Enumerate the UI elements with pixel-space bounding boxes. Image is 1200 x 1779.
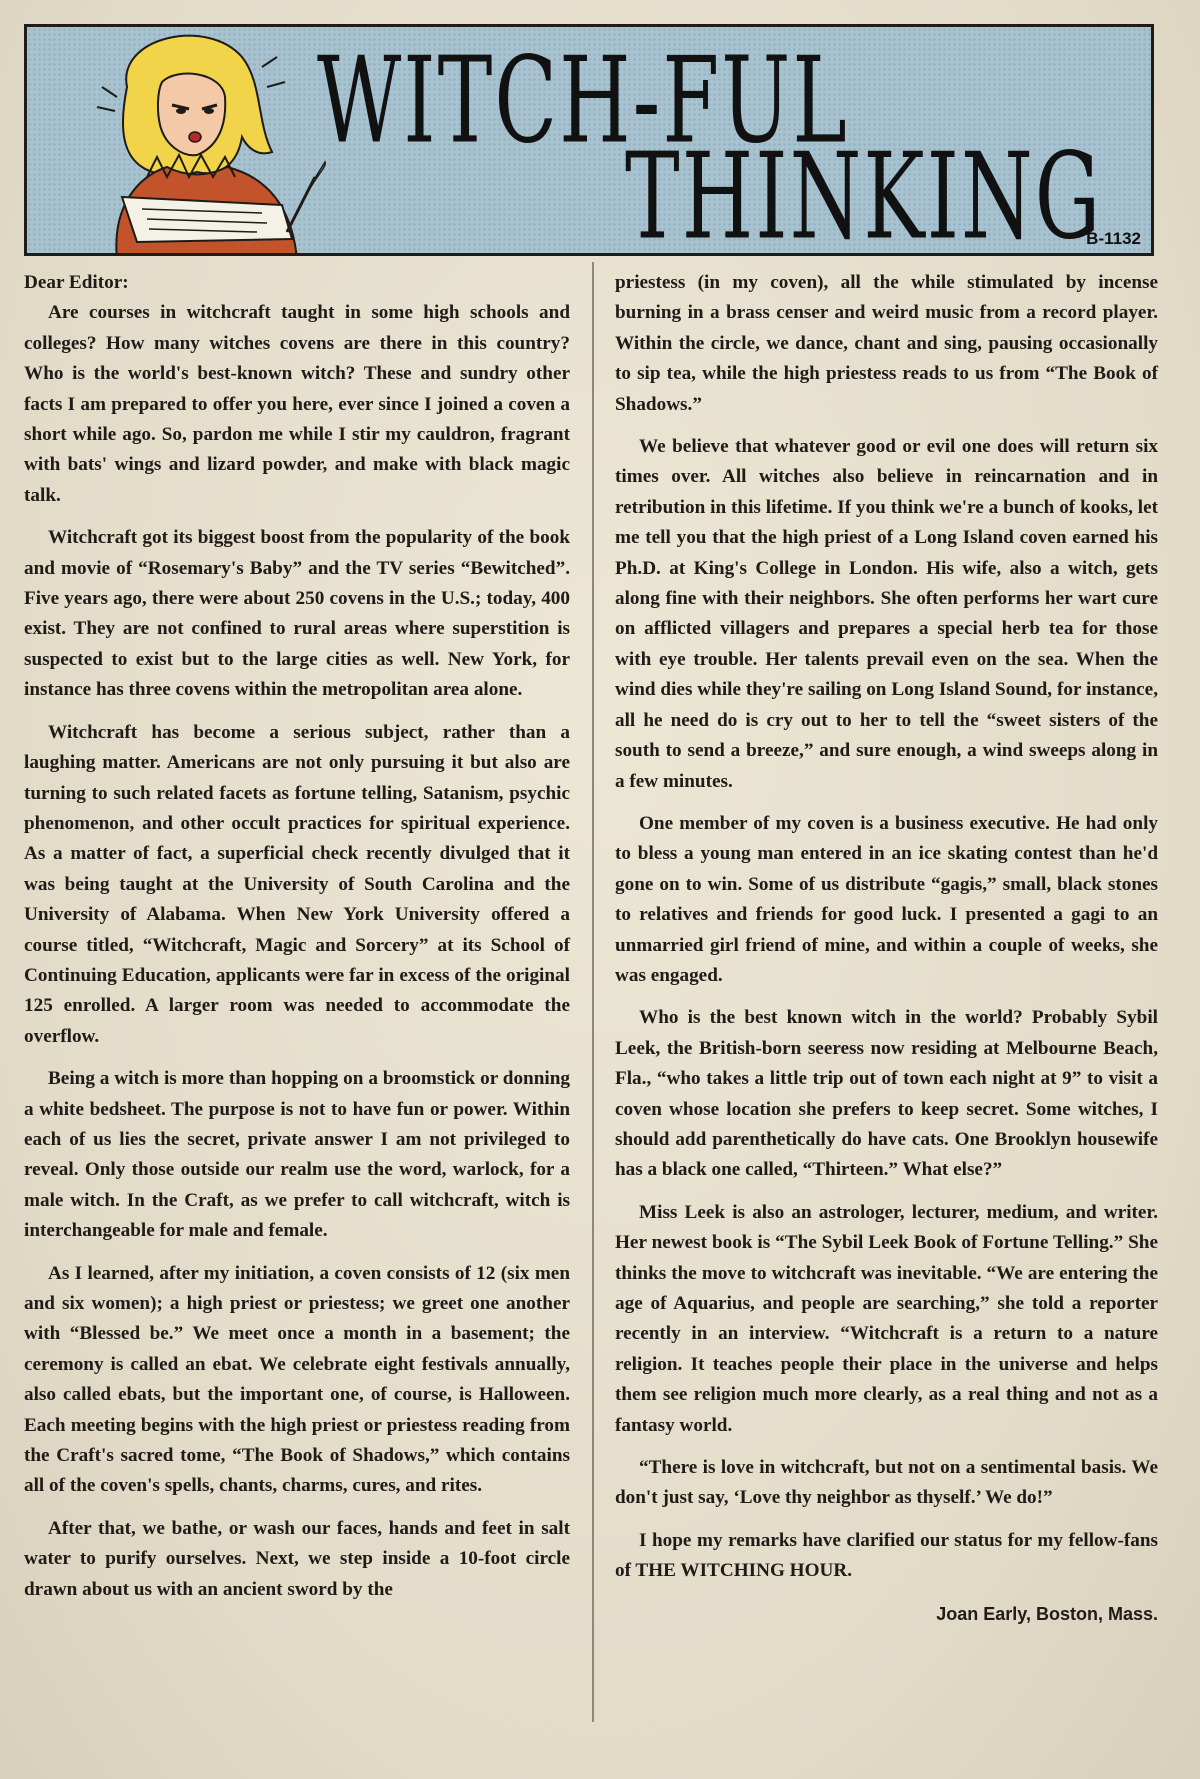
paragraph: Witchcraft got its biggest boost from the popularity of the book and movie of “Rosemary's Baby” and the TV series “Bewitched”. Five years ago, there were about 250 covens in the U.S.; today, 400 exist. They are not confined to rural areas where superstition is suspected to exist but to the large cities as well. New York, for instance has three covens within the metropolitan area alone. (24, 527, 570, 701)
signature: Joan Early, Boston, Mass. (936, 1603, 1158, 1624)
paragraph: Being a witch is more than hopping on a broomstick or donning a white bedsheet. The purpose is not to have fun or power. Within each of us lies the secret, private answer I am not privileged to reveal. Only those outside our realm use the word, warlock, for a male witch. In the Craft, as we prefer to call witchcraft, witch is interchangeable for male and female. (24, 1068, 570, 1242)
title-line-1: WITCH-FUL (317, 32, 849, 171)
salutation: Dear Editor: (24, 272, 129, 293)
paragraph-continuation: priestess (in my coven), all the while stimulated by incense burning in a brass censer and weird music from a record player. Within the circle, we dance, chant and sing, pausing occasionally to sip tea, while the high priestess reads to us from “The Book of Shadows.” (615, 272, 1158, 415)
column-divider (592, 262, 594, 1722)
paragraph: I hope my remarks have clarified our status for my fellow-fans of THE WITCHING HOUR. (615, 1529, 1158, 1582)
paragraph: One member of my coven is a business executive. He had only to bless a young man entered in an ice skating contest than he'd gone on to win. Some of us distribute “gagis,” small, black stones to relatives and friends for good luck. I presented a gagi to an unmarried girl friend of mine, and within a couple of weeks, she was engaged. (615, 812, 1158, 986)
page-code: B-1132 (1086, 229, 1141, 248)
paragraph: “There is love in witchcraft, but not on a sentimental basis. We don't just say, ‘Love thy neighbor as thyself.’ We do!” (615, 1457, 1158, 1509)
paragraph: Miss Leek is also an astrologer, lecturer, medium, and writer. Her newest book is “The Sybil Leek Book of Fortune Telling.” She thinks the move to witchcraft was inevitable. “We are entering the age of Aquarius, and people are searching,” she told a reporter recently in an interview. “Witchcraft is a return to a nature religion. It teaches people their place in the universe and helps them see religion much more clearly, as a real thing and not as a fantasy world. (615, 1201, 1158, 1436)
paragraph: Witchcraft has become a serious subject, rather than a laughing matter. Americans are not only pursuing it but also are turning to such related facets as fortune telling, Satanism, psychic phenomenon, and other occult practices for spiritual experience. As a matter of fact, a superficial check recently divulged that it was being taught at the University of South Carolina and the University of Alabama. When New York University offered a course titled, “Witchcraft, Magic and Sorcery” at its School of Continuing Education, applicants were far in excess of the original 125 enrolled. A larger room was needed to accommodate the overflow. (24, 721, 570, 1047)
title-line-2: THINKING (625, 128, 1103, 256)
paragraph: Are courses in witchcraft taught in some high schools and colleges? How many witches covens are there in this country? Who is the world's best-known witch? These and sundry other facts I am prepared to offer you here, ever since I joined a coven a short while ago. So, pardon me while I stir my cauldron, fragrant with bats' wings and lizard powder, and make with black magic talk. (24, 302, 570, 506)
paragraph: After that, we bathe, or wash our faces, hands and feet in salt water to purify ourselves. Next, we step inside a 10-foot circle drawn about us with an ancient sword by the (24, 1517, 570, 1600)
paragraph: We believe that whatever good or evil one does will return six times over. All witches also believe in reincarnation and in retribution in this lifetime. If you think we're a bunch of kooks, let me tell you that the high priest of a Long Island coven earned his Ph.D. at King's College in London. His wife, also a witch, gets along fine with their neighbors. She often performs her wart cure on afflicted villagers and prepares a special herb tea for those with eye trouble. Her talents prevail even on the sea. When the wind dies while they're sailing on Long Island Sound, for instance, all he need do is cry out to her to tell the “sweet sisters of the south to send a breeze,” and sure enough, a wind sweeps along in a few minutes. (615, 436, 1158, 792)
paragraph: As I learned, after my initiation, a coven consists of 12 (six men and six women); a high priest or priestess; we greet one another with “Blessed be.” We meet once a month in a basement; the ceremony is called an ebat. We celebrate eight festivals annually, also called ebats, but the important one, of course, is Halloween. Each meeting begins with the high priest or priestess reading from the Craft's sacred tome, “The Book of Shadows,” which contains all of the coven's spells, chants, charms, cures, and rites. (24, 1262, 570, 1497)
paragraph: Who is the best known witch in the world? Probably Sybil Leek, the British-born seeress now residing at Melbourne Beach, Fla., “who takes a little trip out of town each night at 9” to visit a coven whose location she prefers to keep secret. Some witches, I should add parenthetically do have cats. One Brooklyn housewife has a black one called, “Thirteen.” What else?” (615, 1007, 1158, 1181)
header-banner (24, 24, 1154, 256)
left-column (24, 268, 570, 1758)
right-column (615, 268, 1158, 1758)
